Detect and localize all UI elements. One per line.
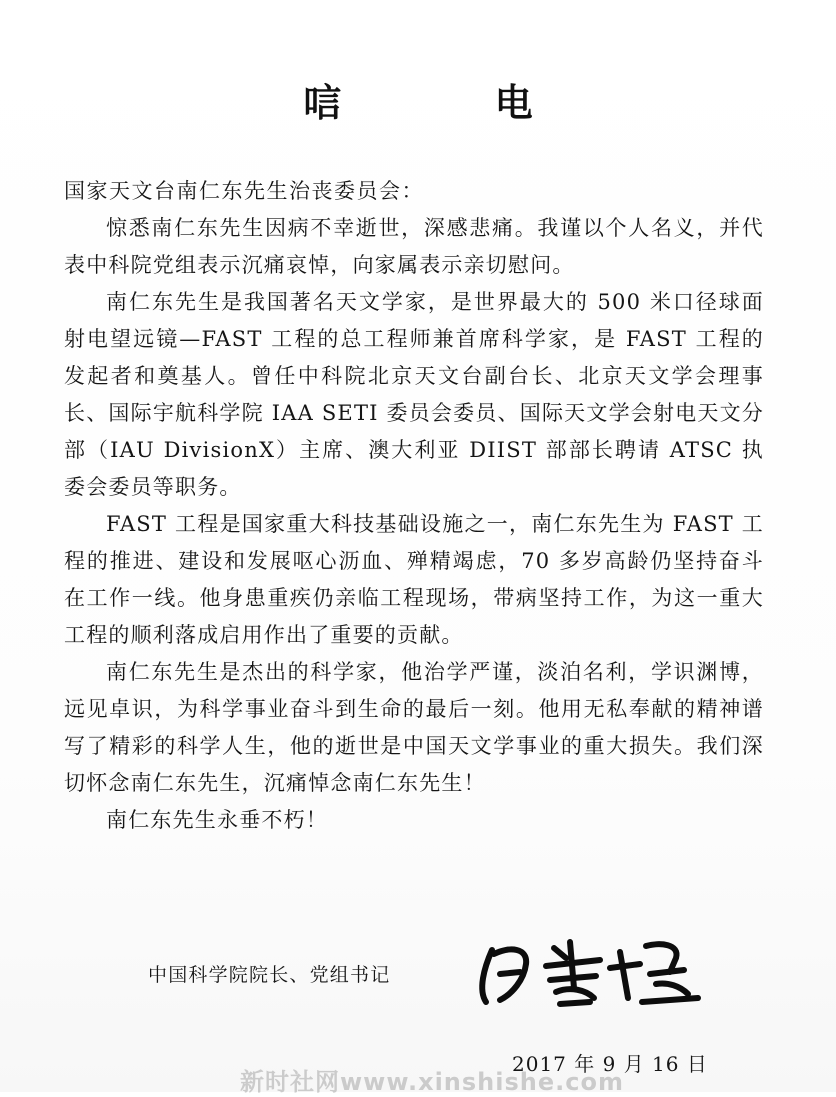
paragraph-4: 南仁东先生是杰出的科学家，他治学严谨，淡泊名利，学识渊博，远见卓识，为科学事业奋斗到生命的最后一刻。他用无私奉献的精神谱写了精彩的科学人生，他的逝世是中国天文学事业的重大损失。我们深切怀念南仁东先生，沉痛悼念南仁东先生！	[64, 660, 764, 795]
paragraph-1: 惊悉南仁东先生因病不幸逝世，深感悲痛。我谨以个人名义，并代表中科院党组表示沉痛哀悼，向家属表示亲切慰问。	[64, 216, 764, 277]
site-watermark: 新时社网www.xinshishe.com	[240, 1068, 624, 1096]
closing-line: 南仁东先生永垂不朽！	[106, 808, 328, 832]
document-title: 唁 电	[303, 81, 603, 125]
salutation: 国家天文台南仁东先生治丧委员会：	[64, 179, 424, 203]
paragraph-3: FAST 工程是国家重大科技基础设施之一，南仁东先生为 FAST 工程的推进、建设和发展呕心沥血、殚精竭虑，70 多岁高龄仍坚持奋斗在工作一线。他身患重疾仍亲临工程现场，带病坚持工作，为这一重大工程的顺利落成启用作出了重要的贡献。	[64, 512, 764, 647]
handwritten-signature	[470, 928, 710, 1018]
letter-body	[64, 210, 764, 839]
signer-title: 中国科学院院长、党组书记	[148, 964, 391, 986]
paragraph-2: 南仁东先生是我国著名天文学家，是世界最大的 500 米口径球面射电望远镜—FAST 工程的总工程师兼首席科学家，是 FAST 工程的发起者和奠基人。曾任中科院北京天文台副台长、北京天文学会理事长、国际宇航科学院 IAA SETI 委员会委员、国际天文学会射电天文分部（IAU DivisionX）主席、澳大利亚 DIIST 部部长聘请 ATSC 执委会委员等职务。	[64, 290, 764, 499]
letter-date: 2017 年 9 月 16 日	[512, 1052, 708, 1076]
